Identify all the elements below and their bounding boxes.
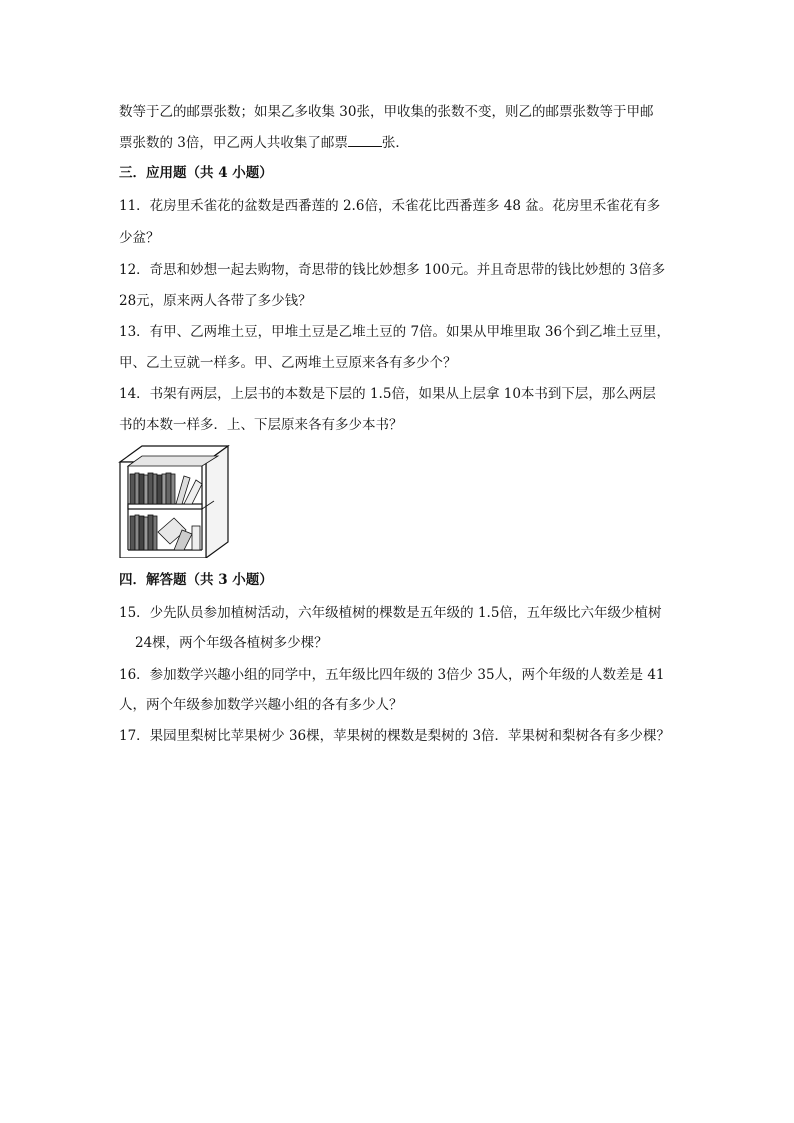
question-12-line-2: 28元，原来两人各带了多少钱？: [119, 293, 312, 309]
question-15-line-1: 15．少先队员参加植树活动，六年级植树的棵数是五年级的 1.5倍，五年级比六年级少植树: [119, 605, 662, 621]
question-17-line-1: 17．果园里梨树比苹果树少 36棵，苹果树的棵数是梨树的 3倍．苹果树和梨树各有多少棵？: [119, 728, 671, 744]
intro-line-2-suffix: 张．: [381, 135, 409, 151]
section-4-heading: 四．解答题（共 3 小题）: [119, 572, 273, 588]
question-11-line-1: 11．花房里禾雀花的盆数是西番莲的 2.6倍，禾雀花比西番莲多 48 盆。花房里禾雀花有多: [119, 198, 661, 214]
question-12-line-1: 12．奇思和妙想一起去购物，奇思带的钱比妙想多 100元。并且奇思带的钱比妙想的 3倍多: [119, 262, 666, 278]
question-16-line-1: 16．参加数学兴趣小组的同学中，五年级比四年级的 3倍少 35人，两个年级的人数差是 41: [119, 667, 665, 683]
section-3-heading: 三．应用题（共 4 小题）: [119, 165, 273, 181]
question-15-line-2: 24棵，两个年级各植树多少棵？: [135, 635, 328, 651]
answer-blank[interactable]: [348, 134, 382, 147]
intro-line-2-text: 票张数的 3倍，甲乙两人共收集了邮票: [119, 135, 348, 151]
question-14-line-2: 书的本数一样多．上、下层原来各有多少本书？: [119, 417, 403, 433]
bookshelf-illustration: [118, 444, 230, 558]
intro-line-1: 数等于乙的邮票张数；如果乙多收集 30张，甲收集的张数不变，则乙的邮票张数等于甲邮: [119, 104, 654, 120]
question-14-line-1: 14．书架有两层，上层书的本数是下层的 1.5倍，如果从上层拿 10本书到下层，那么两层: [119, 386, 656, 402]
intro-line-2: [119, 134, 409, 152]
question-16-line-2: 人，两个年级参加数学兴趣小组的各有多少人？: [119, 697, 403, 713]
question-13-line-2: 甲、乙土豆就一样多。甲、乙两堆土豆原来各有多少个？: [119, 355, 457, 371]
question-13-line-1: 13．有甲、乙两堆土豆，甲堆土豆是乙堆土豆的 7倍。如果从甲堆里取 36个到乙堆土豆里，: [119, 324, 671, 340]
question-11-line-2: 少盆？: [119, 230, 160, 246]
